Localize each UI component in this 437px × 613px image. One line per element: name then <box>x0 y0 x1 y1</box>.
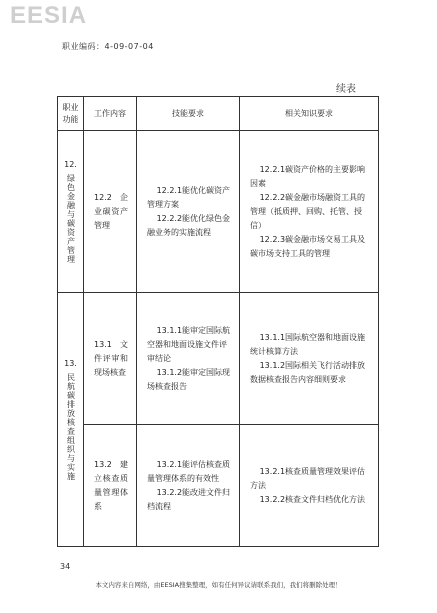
skill-item: 13.2.2能改进文件归档流程 <box>147 487 231 511</box>
footer-notice: 本文内容来自网络，由EESIA搜集整理，如有任何异议请联系我们，我们将删除处理！ <box>95 581 342 589</box>
knowledge-item: 13.1.2国际相关飞行活动排放数据核查报告内容细则要求 <box>250 360 366 384</box>
work-content-cell: 13.1 文件评审和现场核查 <box>84 293 137 425</box>
knowledge-item: 12.2.1碳资产价格的主要影响因素 <box>250 164 366 188</box>
continued-label: 续表 <box>336 84 356 95</box>
header-skill: 技能要求 <box>137 97 240 131</box>
function-title: 民航碳排放核查组织与实施 <box>66 372 76 481</box>
requirements-table <box>57 96 379 547</box>
skill-cell <box>137 131 240 293</box>
knowledge-item: 12.2.2碳金融市场融资工具的管理（抵质押、回购、托管、授信） <box>250 192 366 230</box>
header-function: 职业功能 <box>58 97 84 131</box>
table-header-row <box>58 97 379 131</box>
work-content-cell: 12.2 企业碳资产管理 <box>84 131 137 293</box>
knowledge-item: 13.1.1国际航空器和地面设施统计核算方法 <box>250 332 366 356</box>
skill-cell <box>137 425 240 547</box>
knowledge-item: 13.2.1核查质量管理效果评估方法 <box>250 466 366 490</box>
work-content-cell: 13.2 建立核查质量管理体系 <box>84 425 137 547</box>
knowledge-cell <box>240 425 379 547</box>
skill-item: 12.2.1能优化碳资产管理方案 <box>147 185 231 209</box>
function-title: 绿色金融与碳资产管理 <box>66 173 76 264</box>
function-cell-13 <box>58 293 84 547</box>
function-number: 12. <box>64 159 77 169</box>
header-knowledge: 相关知识要求 <box>240 97 379 131</box>
skill-item: 13.1.2能审定国际现场核查报告 <box>147 367 231 391</box>
knowledge-cell <box>240 131 379 293</box>
eesia-watermark-logo: EESIA <box>10 2 88 29</box>
table-row <box>58 131 379 293</box>
skill-item: 12.2.2能优化绿色金融业务的实施流程 <box>147 213 231 237</box>
function-cell-12 <box>58 131 84 293</box>
page-number: 34 <box>60 562 71 571</box>
skill-item: 13.2.1能评估核查质量管理体系的有效性 <box>147 459 231 483</box>
table-row <box>58 425 379 547</box>
knowledge-cell <box>240 293 379 425</box>
header-work: 工作内容 <box>84 97 137 131</box>
table-row <box>58 293 379 425</box>
occupation-code: 职业编码：4-09-07-04 <box>62 42 154 51</box>
function-number: 13. <box>64 358 77 368</box>
knowledge-item: 13.2.2核查文件归档优化方法 <box>259 494 366 504</box>
skill-cell <box>137 293 240 425</box>
skill-item: 13.1.1能审定国际航空器和地面设施文件评审结论 <box>147 325 231 363</box>
knowledge-item: 12.2.3碳金融市场交易工具及碳市场支持工具的管理 <box>250 234 366 258</box>
